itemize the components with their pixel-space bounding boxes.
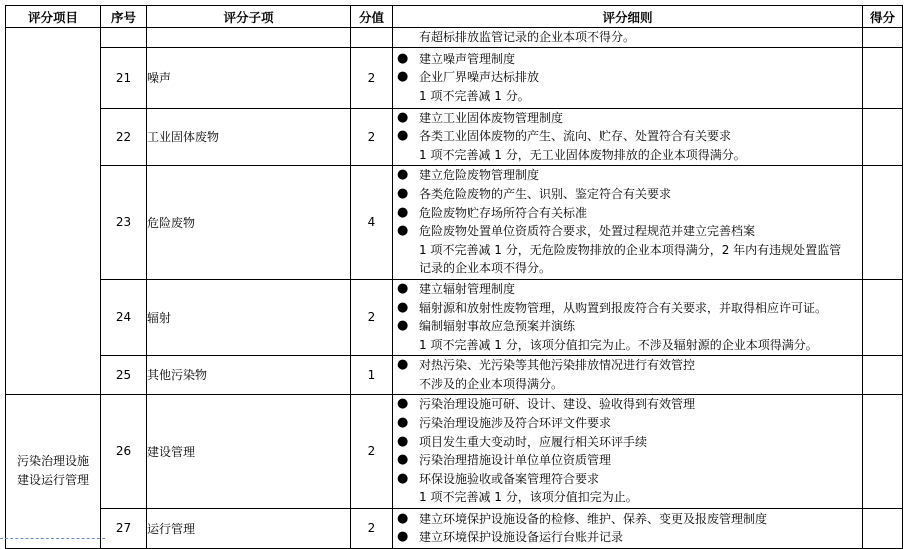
number-cell: 23 — [101, 165, 147, 279]
detail-bullet: ● 企业厂界噪声达标排放 — [393, 68, 862, 87]
category-line: 污染治理设施 — [16, 454, 89, 469]
sub-item-cell: 建设管理 — [147, 394, 351, 508]
detail-bullet: ● 污染治理设施涉及符合环评文件要求 — [393, 414, 862, 433]
sub-item-cell: 其他污染物 — [147, 355, 351, 394]
score-value-cell: 2 — [351, 394, 393, 508]
detail-note: 1 项不完善减 1 分，该项分值扣完为止。不涉及辐射源的企业本项得满分。 — [419, 337, 818, 352]
detail-note: 有超标排放监管记录的企业本项不得分。 — [419, 30, 636, 44]
number-cell — [101, 28, 147, 48]
detail-cell — [393, 394, 863, 508]
table-row-22 — [6, 108, 903, 165]
score-value-cell: 1 — [351, 355, 393, 394]
detail-note: 不涉及的企业本项得满分。 — [419, 376, 564, 391]
score-value-cell — [351, 28, 393, 48]
table-row-21 — [6, 47, 903, 108]
number-cell: 21 — [101, 47, 147, 108]
detail-note: 1 项不完善减 1 分。 — [419, 88, 530, 103]
bullet-icon: ● — [397, 299, 409, 315]
sub-item-cell: 辐射 — [147, 279, 351, 355]
detail-bullet: ● 建立工业固体废物管理制度 — [393, 109, 862, 128]
sub-item-cell: 危险废物 — [147, 165, 351, 279]
bullet-icon: ● — [397, 50, 409, 66]
bullet-icon: ● — [397, 529, 409, 545]
detail-note: 记录的企业本项不得分。 — [419, 261, 552, 276]
detail-bullet: ● 建立噪声管理制度 — [393, 50, 862, 69]
detail-bullet: ● 危险废物贮存场所符合有关标准 — [393, 204, 862, 223]
table-row-continuation — [6, 28, 903, 48]
bullet-icon: ● — [397, 167, 409, 183]
table-row-27 — [6, 508, 903, 548]
bullet-icon: ● — [397, 128, 409, 144]
detail-bullet: ● 建立危险废物管理制度 — [393, 166, 862, 185]
detail-cell — [393, 108, 863, 165]
score-value-cell: 2 — [351, 108, 393, 165]
detail-bullet: ● 各类工业固体废物的产生、流向、贮存、处置符合有关要求 — [393, 127, 862, 146]
bullet-icon: ● — [397, 470, 409, 486]
header-score: 得分 — [863, 6, 903, 28]
score-value-cell: 2 — [351, 508, 393, 548]
sub-item-cell: 运行管理 — [147, 508, 351, 548]
number-cell: 26 — [101, 394, 147, 508]
table-row-24 — [6, 279, 903, 355]
bullet-icon: ● — [397, 414, 409, 430]
table-row-26 — [6, 394, 903, 508]
sub-item-cell: 工业固体废物 — [147, 108, 351, 165]
header-number: 序号 — [101, 6, 147, 28]
header-category: 评分项目 — [6, 6, 101, 28]
header-sub-item: 评分子项 — [147, 6, 351, 28]
detail-bullet: ● 各类危险废物的产生、识别、鉴定符合有关要求 — [393, 185, 862, 204]
detail-bullet: ● 编制辐射事故应急预案并演练 — [393, 317, 862, 336]
detail-note: 1 项不完善减 1 分，无工业固体废物排放的企业本项得满分。 — [419, 147, 746, 162]
detail-bullet: ● 项目发生重大变动时，应履行相关环评手续 — [393, 433, 862, 452]
detail-cell — [393, 355, 863, 394]
table-row-25 — [6, 355, 903, 394]
detail-bullet: ● 建立辐射管理制度 — [393, 280, 862, 299]
bullet-icon: ● — [397, 223, 409, 239]
category-cell-prev — [6, 28, 101, 395]
number-cell: 22 — [101, 108, 147, 165]
detail-note: 1 项不完善减 1 分，无危险废物排放的企业本项得满分，2 年内有违规处置监管 — [419, 242, 842, 257]
category-cell — [6, 394, 101, 548]
number-cell: 27 — [101, 508, 147, 548]
detail-bullet: ● 污染治理设施可研、设计、建设、验收得到有效管理 — [393, 395, 862, 414]
bullet-icon: ● — [397, 318, 409, 334]
number-cell: 24 — [101, 279, 147, 355]
detail-bullet: ● 辐射源和放射性废物管理，从购置到报废符合有关要求，并取得相应许可证。 — [393, 299, 862, 318]
detail-bullet: ● 对热污染、光污染等其他污染排放情况进行有效管控 — [393, 356, 862, 375]
bullet-icon: ● — [397, 510, 409, 526]
bullet-icon: ● — [397, 109, 409, 125]
detail-cell — [393, 165, 863, 279]
score-cell — [863, 279, 903, 355]
detail-cell — [393, 28, 863, 48]
score-value-cell: 4 — [351, 165, 393, 279]
number-cell: 25 — [101, 355, 147, 394]
sub-item-cell — [147, 28, 351, 48]
score-cell — [863, 165, 903, 279]
sub-item-cell: 噪声 — [147, 47, 351, 108]
detail-note: 1 项不完善减 1 分，该项分值扣完为止。 — [419, 490, 638, 505]
score-cell — [863, 394, 903, 508]
score-cell — [863, 355, 903, 394]
detail-bullet: ● 危险废物处置单位资质符合要求，处置过程规范并建立完善档案 — [393, 222, 862, 241]
bullet-icon: ● — [397, 185, 409, 201]
category-line: 建设运行管理 — [16, 473, 89, 488]
score-cell — [863, 47, 903, 108]
bullet-icon: ● — [397, 204, 409, 220]
detail-bullet: ● 环保设施验收或备案管理符合要求 — [393, 470, 862, 489]
scoring-table — [5, 5, 903, 549]
header-detail-rules: 评分细则 — [393, 6, 863, 28]
detail-cell — [393, 508, 863, 548]
bullet-icon: ● — [397, 69, 409, 85]
bullet-icon: ● — [397, 396, 409, 412]
bullet-icon: ● — [397, 452, 409, 468]
detail-bullet: ● 污染治理措施设计单位单位资质管理 — [393, 451, 862, 470]
header-row — [6, 6, 903, 28]
score-cell — [863, 28, 903, 48]
bullet-icon: ● — [397, 357, 409, 372]
detail-bullet: ● 建立环境保护设施设备运行台账并记录 — [393, 528, 862, 547]
score-cell — [863, 508, 903, 548]
detail-bullet: ● 建立环境保护设施设备的检修、维护、保养、变更及报废管理制度 — [393, 510, 862, 529]
detail-cell — [393, 279, 863, 355]
score-value-cell: 2 — [351, 279, 393, 355]
bullet-icon: ● — [397, 433, 409, 449]
bullet-icon: ● — [397, 280, 409, 296]
page-break-marker — [0, 538, 105, 539]
table-row-23 — [6, 165, 903, 279]
score-cell — [863, 108, 903, 165]
score-value-cell: 2 — [351, 47, 393, 108]
header-score-value: 分值 — [351, 6, 393, 28]
detail-cell — [393, 47, 863, 108]
